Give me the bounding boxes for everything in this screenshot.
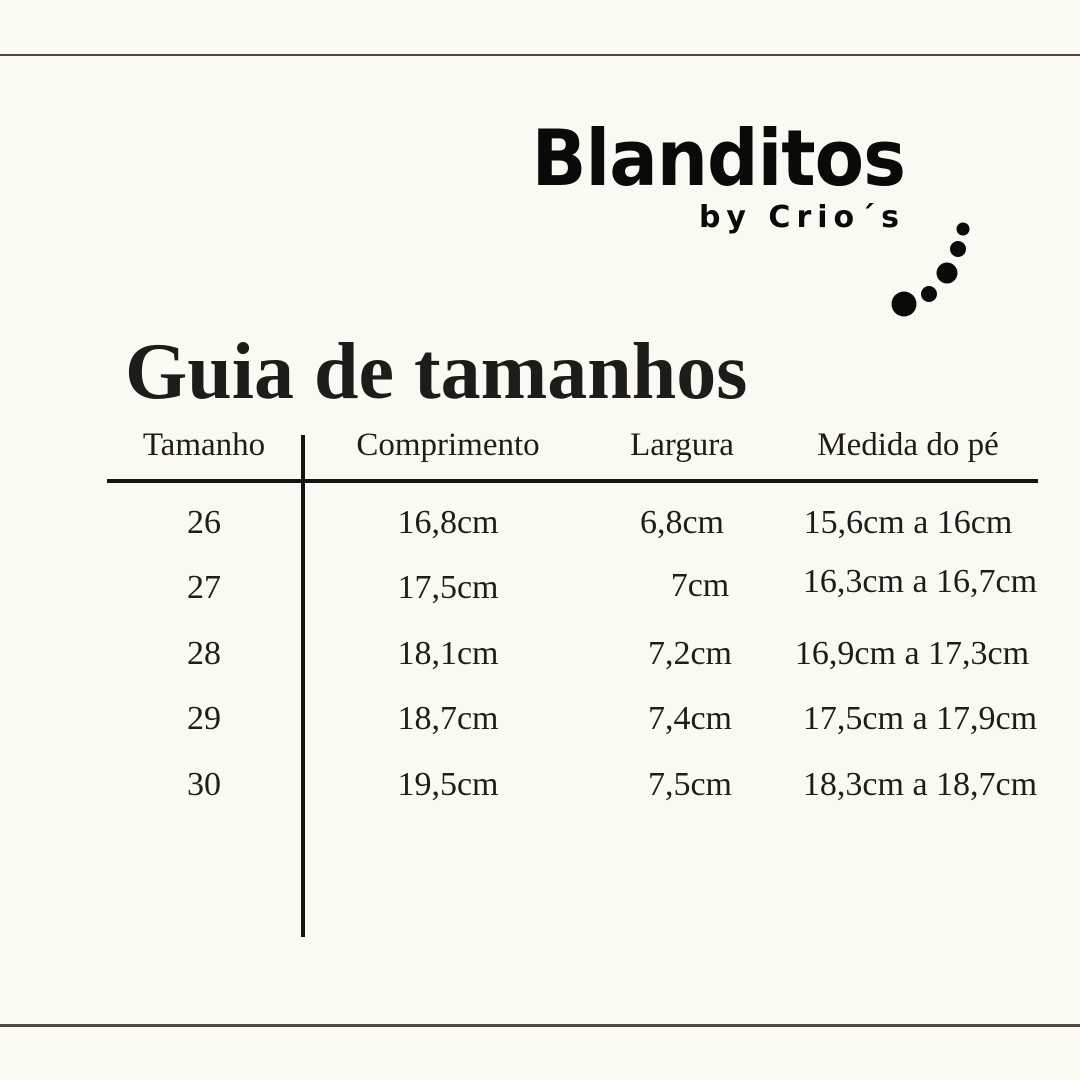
cell-largura: 7,4cm bbox=[647, 700, 733, 738]
size-table-header bbox=[105, 414, 1045, 476]
cell-largura: 6,8cm bbox=[639, 503, 725, 541]
size-table-body bbox=[105, 490, 1045, 818]
column-header-comprimento: Comprimento bbox=[356, 426, 540, 463]
cell-medida: 15,6cm a 16cm bbox=[803, 503, 1013, 541]
cell-comprimento: 18,7cm bbox=[397, 700, 499, 738]
column-header-tamanho: Tamanho bbox=[142, 426, 266, 463]
cell-tamanho: 27 bbox=[187, 569, 221, 607]
cell-medida: 17,5cm a 17,9cm bbox=[802, 700, 1038, 738]
cell-tamanho: 26 bbox=[187, 503, 221, 541]
brand-block bbox=[531, 112, 905, 235]
top-divider-line bbox=[0, 54, 1080, 56]
cell-tamanho: 29 bbox=[187, 700, 221, 738]
bottom-divider-line bbox=[0, 1024, 1080, 1027]
brand-logo: Blanditos bbox=[531, 112, 905, 204]
table-horizontal-rule bbox=[107, 479, 1038, 483]
cell-medida: 18,3cm a 18,7cm bbox=[802, 765, 1038, 803]
cell-medida: 16,9cm a 17,3cm bbox=[794, 634, 1030, 672]
page-title: Guia de tamanhos bbox=[125, 327, 748, 416]
cell-comprimento: 19,5cm bbox=[397, 765, 499, 803]
cell-comprimento: 18,1cm bbox=[397, 634, 499, 672]
cell-tamanho: 28 bbox=[187, 634, 221, 672]
cell-largura: 7cm bbox=[670, 567, 730, 605]
cell-comprimento: 16,8cm bbox=[397, 503, 499, 541]
brand-byline: by Crio´s bbox=[698, 199, 905, 235]
cell-largura: 7,5cm bbox=[647, 765, 733, 803]
cell-tamanho: 30 bbox=[187, 765, 221, 803]
column-header-largura: Largura bbox=[630, 426, 734, 463]
cell-comprimento: 17,5cm bbox=[397, 569, 499, 607]
dot-trail-icon bbox=[885, 212, 985, 322]
column-header-medida-do-pe: Medida do pé bbox=[817, 426, 999, 463]
cell-medida: 16,3cm a 16,7cm bbox=[802, 563, 1038, 601]
cell-largura: 7,2cm bbox=[647, 634, 733, 672]
